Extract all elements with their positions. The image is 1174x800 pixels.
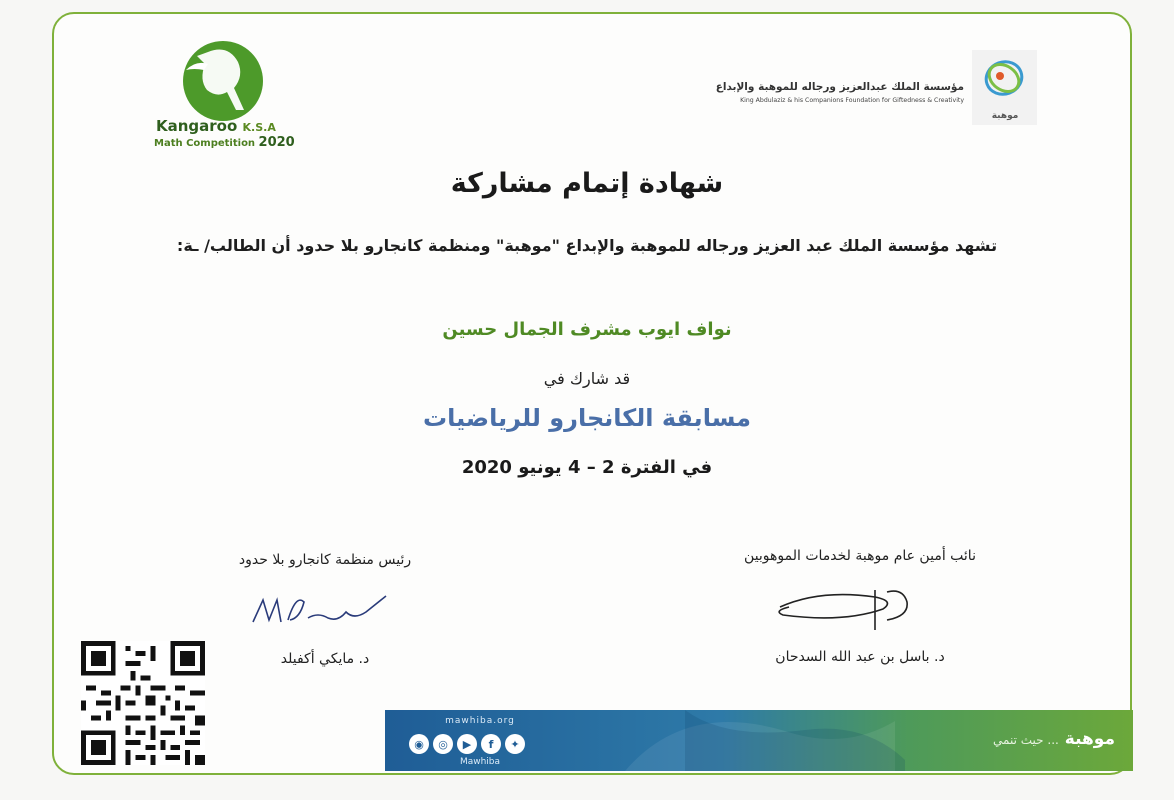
kangaroo-year: 2020 [258,135,295,150]
banner-handle: Mawhiba [459,757,501,767]
kangaroo-subtitle: Math Competition [154,138,256,149]
kangaroo-wordmark [156,117,276,135]
mawhiba-name-english: King Abdulaziz & his Companions Foundation for Giftedness & Creativity [740,97,964,104]
snapchat-icon[interactable]: ◉ [409,734,429,754]
participated-text: قد شارك في [543,369,631,388]
instagram-icon[interactable]: ◎ [433,734,453,754]
student-name: نواف ايوب مشرف الجمال حسين [442,319,732,340]
youtube-icon[interactable]: ▶ [457,734,477,754]
slogan-rest: ... حيث تنمي [993,733,1059,747]
certificate-title: شهادة إتمام مشاركة [450,168,724,199]
left-signature-icon [248,592,398,632]
mawhiba-name-arabic: مؤسسة الملك عبدالعزيز ورجاله للموهبة والإبداع [715,81,964,93]
right-signature-icon [775,582,925,637]
banner-website: mawhiba.org [445,716,515,726]
kangaroo-country: K.S.A [242,121,276,134]
kangaroo-name: Kangaroo [156,117,238,135]
slogan-brand: موهبة [1064,729,1115,749]
competition-period: في الفترة 2 – 4 يونيو 2020 [461,457,713,478]
kangaroo-subtitle-line [154,135,295,150]
banner-slogan [905,729,1115,749]
twitter-icon[interactable]: ✦ [505,734,525,754]
facebook-icon[interactable]: f [481,734,501,754]
mawhiba-logo-text: موهبة [991,111,1019,121]
left-signatory-name: د. مايكي أكفيلد [280,651,370,667]
right-signatory-name: د. باسل بن عبد الله السدحان [775,649,945,665]
right-signatory-title: نائب أمين عام موهبة لخدمات الموهوبين [744,548,976,564]
social-icons [409,734,525,756]
competition-name: مسابقة الكانجارو للرياضيات [423,404,751,432]
qr-code-icon [81,641,205,765]
left-signatory-title: رئيس منظمة كانجارو بلا حدود [238,552,412,568]
certificate-intro: تشهد مؤسسة الملك عبد العزيز ورجاله للموهبة والإبداع "موهبة" ومنظمة كانجارو بلا حدود أن الطالب/ ـة: [176,236,998,255]
